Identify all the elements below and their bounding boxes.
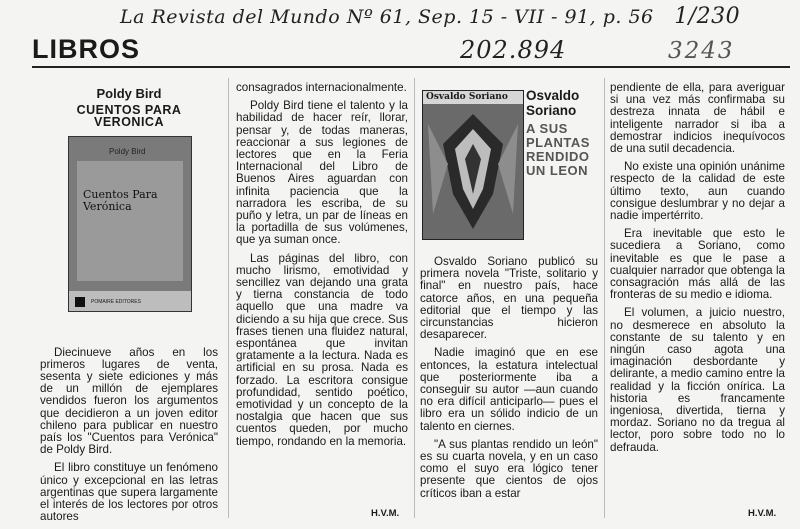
publisher-logo-icon: [75, 297, 85, 307]
review1-paragraph: Diecinueve años en los primeros lugares de venta, sesenta y siete ediciones y más de un millón de ejemplares vendidos fueron los argumentos que decidieron a un joven editor chileno para publicar en nuestro país los "Cuentos para Verónica" de Poldy Bird.: [40, 345, 218, 457]
review1-column2: [236, 82, 408, 454]
review1-author: Poldy Bird: [96, 86, 162, 101]
review2-column4: [610, 82, 785, 460]
section-title: LIBROS: [32, 34, 141, 64]
review2-paragraph: Nadie imaginó que en ese entonces, la estatura intelectual que posteriormente iba a conseguir su autor —aun cuando no era difícil anticiparlo— pues el libro era un sólido indicio de un talento en ciernes.: [420, 346, 598, 433]
review1-paragraph: Las páginas del libro, con mucho lirismo, emotividad y sencillez van dejando una grata y tierna constancia de todo aquello que una madre va diciendo a su hija que crece. Sus frases tienen una fluidez natural, espontánea que invitan gratamente a la lectura. Nada es artificial en su prosa. Nada es forzado. La escritora consigue profundidad, sentido poético, emotividad y un concepto de la nostalgia que hacen que sus cuentos queden, por mucho tiempo, rondando en la memoria.: [236, 251, 408, 448]
cover-author: Poldy Bird: [109, 147, 146, 156]
handwritten-citation: La Revista del Mundo Nº 61, Sep. 15 - VII - 91, p. 56 1/230: [120, 4, 741, 29]
review2-paragraph: Osvaldo Soriano publicó su primera novela "Triste, solitario y final" en nuestro país, hace catorce años, en una pequeña editorial que el tiempo y las circunstancias hicieron desaparecer.: [420, 255, 598, 342]
review2-paragraph: "A sus plantas rendido un león" es su cuarta novela, y en un caso como el suyo era lógico tener presente que cientos de ojos críticos iban a estar: [420, 437, 598, 500]
book-cover-cuentos: [68, 136, 192, 312]
section-rule: [32, 66, 790, 68]
review2-column3: [420, 256, 598, 506]
column-divider: [604, 78, 605, 518]
review2-title: A SUS PLANTAS RENDIDO UN LEON: [526, 121, 590, 178]
column-divider: [414, 78, 415, 518]
review1-signature: H.V.M.: [371, 508, 400, 519]
review1-paragraph: consagrados internacionalmente.: [236, 81, 407, 94]
book-cover-soriano: [422, 90, 524, 240]
cover-title: Cuentos Para Verónica: [83, 188, 158, 213]
handwritten-number-top: 1/230: [674, 4, 741, 29]
review1-paragraph: Poldy Bird tiene el talento y la habilidad de hacer reír, llorar, pensar y, de todas maneras, reaccionar a sus legiones de lectores que en la Feria Internacional del Libro de Buenos Aires aguardan con infinita paciencia que la narradora les escriba, de su puño y letra, un par de líneas en la portadilla de sus volúmenes, que ya suman once.: [236, 99, 408, 247]
review2-paragraph: El volumen, a juicio nuestro, no desmerece en absoluto la constante de su talento y en ningún caso agota una imaginación desbordante y delirante, a medio camino entre la realidad y la ficción onírica. La historia es francamente ingeniosa, divertida, tierna y mordaz. Soriano no da tregua al lector, poro sobre todo no lo defrauda.: [610, 306, 785, 454]
review2-paragraph: Era inevitable que esto le sucediera a Soriano, como inevitable es que le pase a cualquier narrador que obtenga la consagración más allá de las fronteras de su medio e idioma.: [610, 227, 785, 302]
cover-publisher: POMAIRE EDITORES: [91, 299, 141, 305]
handwritten-number-right: 3243: [668, 38, 735, 64]
column-divider: [228, 78, 229, 518]
handwritten-number-mid: 202.894: [460, 36, 567, 64]
review2-author: Osvaldo Soriano: [526, 88, 580, 118]
review1-title: CUENTOS PARA VERONICA: [76, 103, 182, 130]
review1-paragraph: El libro constituye un fenómeno único y excepcional en las letras argentinas que supera largamente el interés de los lectores por otros autores: [40, 461, 218, 524]
review2-signature: H.V.M.: [748, 508, 777, 519]
review2-paragraph: pendiente de ella, para averiguar si una vez más confirmaba su destreza innata de hábil e inteligente narrador si iba a demostrar indicios inequívocos de una sutil decadencia.: [610, 81, 785, 156]
lion-illustration-icon: [423, 104, 523, 239]
cover-author: Osvaldo Soriano: [423, 91, 523, 104]
review2-paragraph: No existe una opinión unánime respecto de la calidad de este último texto, aun cuando consigue deslumbrar y no dejar a nadie impertérrito.: [610, 160, 785, 223]
